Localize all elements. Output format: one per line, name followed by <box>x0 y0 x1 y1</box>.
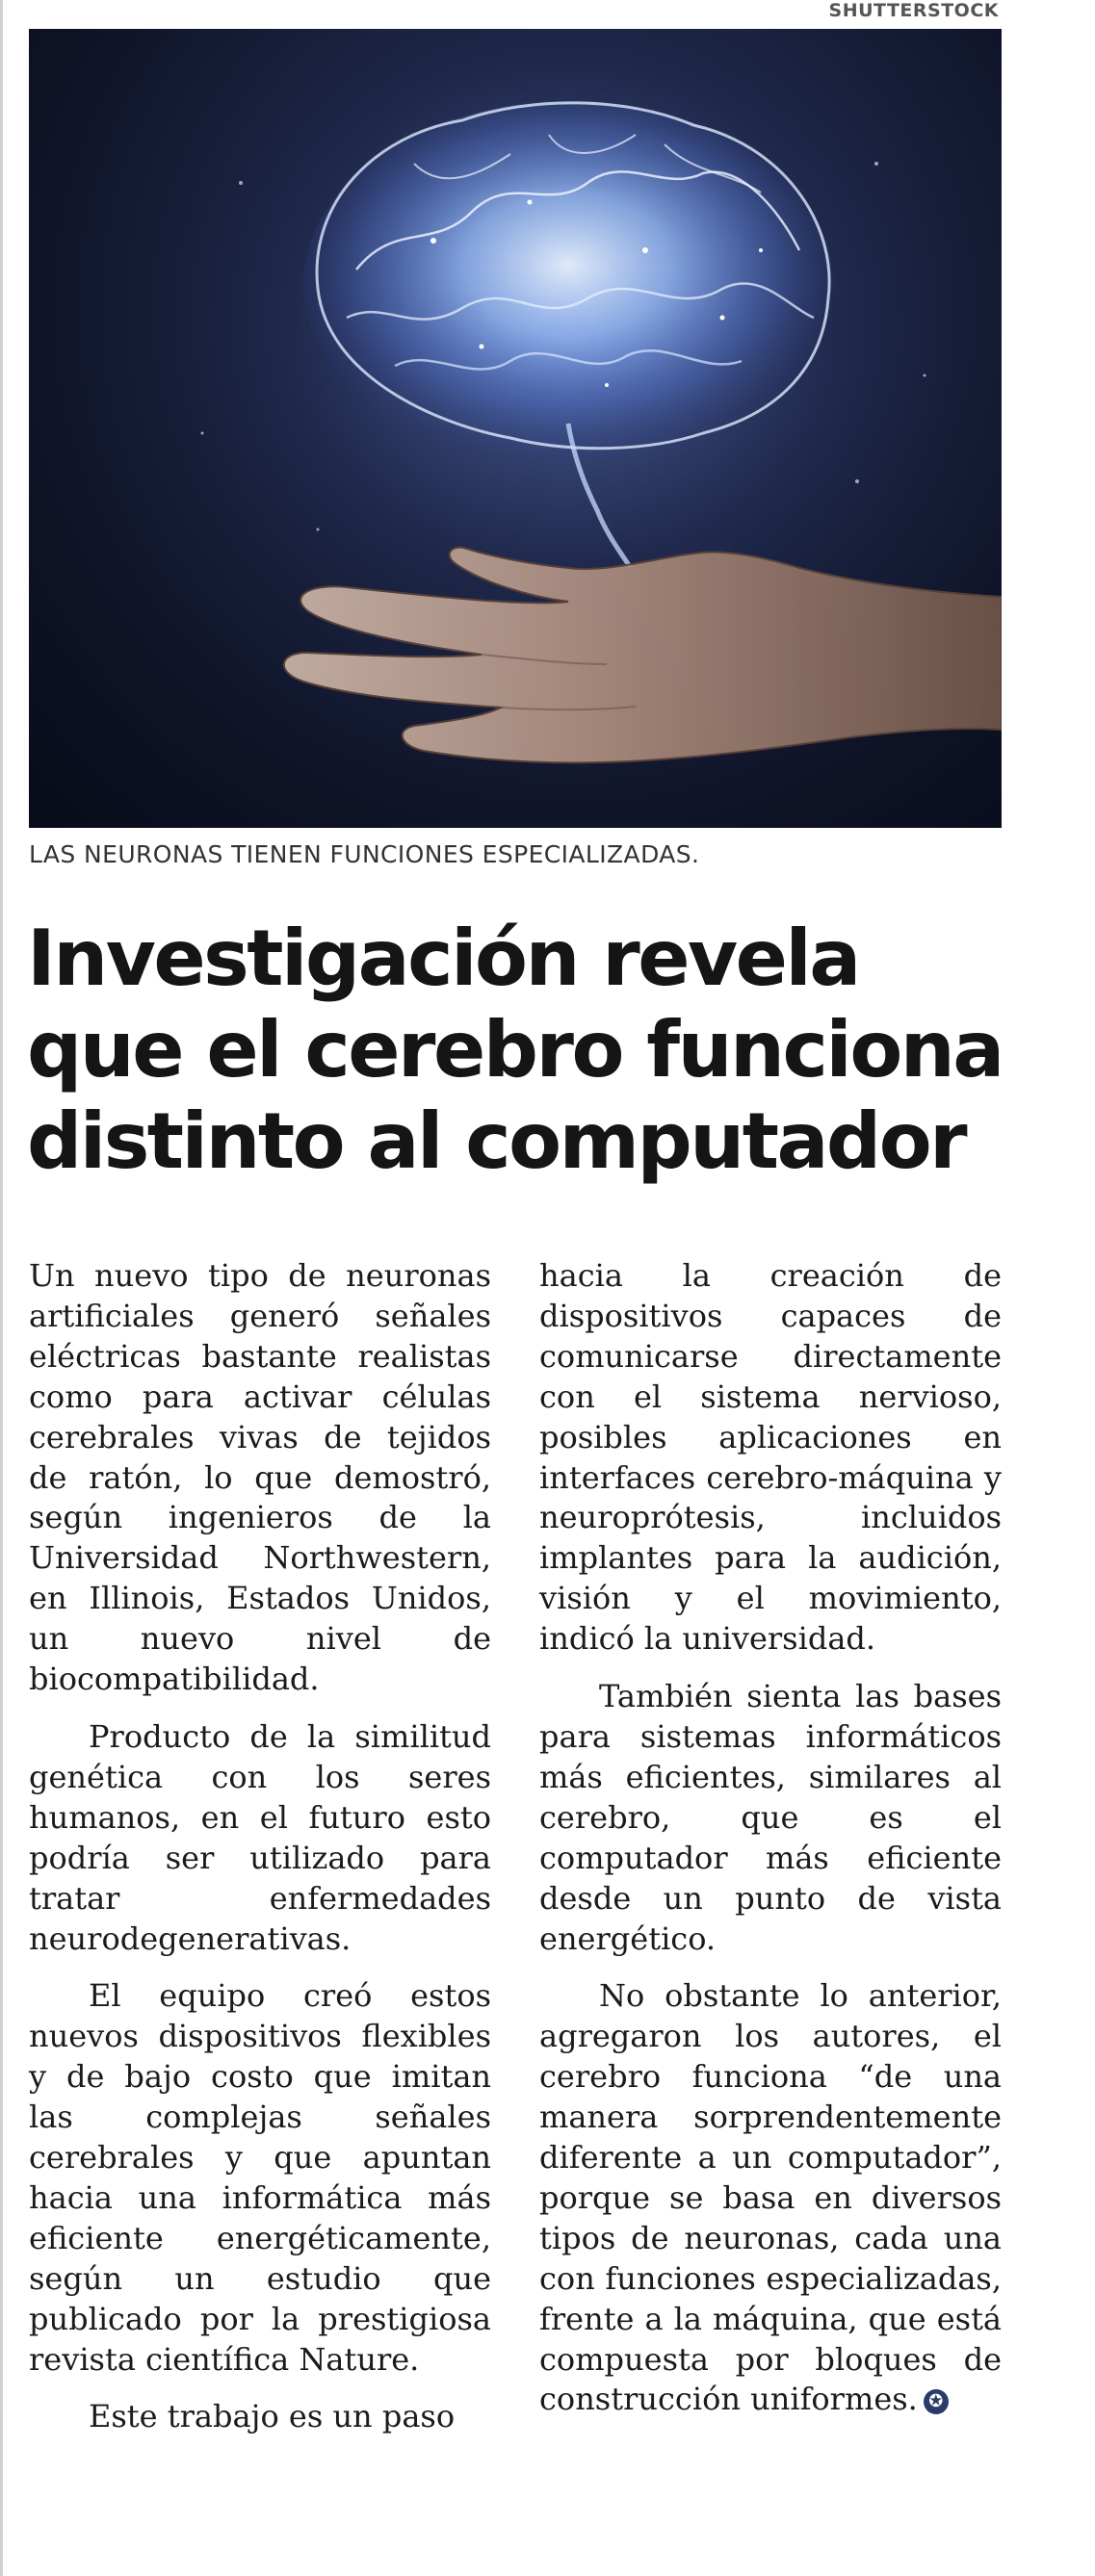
article-column-left <box>29 1256 491 2437</box>
paragraph-6: También sienta las bases para sistemas informáticos más eficientes, similares al cerebro, que es el computador más eficiente desde un punto de vista energético. <box>539 1678 1002 1957</box>
star-icon: ✪ <box>924 2389 949 2414</box>
article-headline <box>27 913 1038 1187</box>
headline-line-2: que el cerebro funciona <box>27 1005 1003 1095</box>
paragraph-5: hacia la creación de dispositivos capaces de comunicarse directamente con el sistema nervioso, posibles aplicaciones en interfaces cerebro-máquina y neuroprótesis, incluidos implantes para la audición, visión y el movimiento, indicó la universidad. <box>539 1257 1002 1658</box>
photo-caption: LAS NEURONAS TIENEN FUNCIONES ESPECIALIZADAS. <box>29 840 700 868</box>
paragraph-3: El equipo creó estos nuevos dispositivos flexibles y de bajo costo que imitan las complejas señales cerebrales y que apuntan hacia una informática más eficiente energéticamente, según un estudio que publicado por la prestigiosa revista científica Nature. <box>29 1977 491 2378</box>
paragraph-2: Producto de la similitud genética con los seres humanos, en el futuro esto podría ser utilizado para tratar enfermedades neurodegenerativas. <box>29 1717 491 1957</box>
article-column-right <box>539 1256 1002 2420</box>
paragraph-1: Un nuevo tipo de neuronas artificiales generó señales eléctricas bastante realistas como para activar células cerebrales vivas de tejidos de ratón, lo que demostró, según ingenieros de la Universidad Northwestern, en Illinois, Estados Unidos, un nuevo nivel de biocompatibilidad. <box>29 1257 491 1698</box>
article-photo <box>29 29 1002 828</box>
headline-line-3: distinto al computador <box>27 1096 966 1186</box>
page-left-rule <box>0 0 3 2576</box>
brain-in-hand-illustration <box>29 29 1002 828</box>
photo-credit: SHUTTERSTOCK <box>828 0 999 21</box>
paragraph-7-text: No obstante lo anterior, agregaron los autores, el cerebro funciona “de una manera sorprendentemente diferente a un computador”, porque se basa en diversos tipos de neuronas, cada una con funciones especializadas, frente a la máquina, que está compuesta por bloques de construcción uniformes. <box>539 1977 1002 2418</box>
paragraph-7 <box>539 1976 1002 2420</box>
paragraph-4: Este trabajo es un paso <box>89 2398 456 2435</box>
headline-line-1: Investigación revela <box>27 914 859 1003</box>
